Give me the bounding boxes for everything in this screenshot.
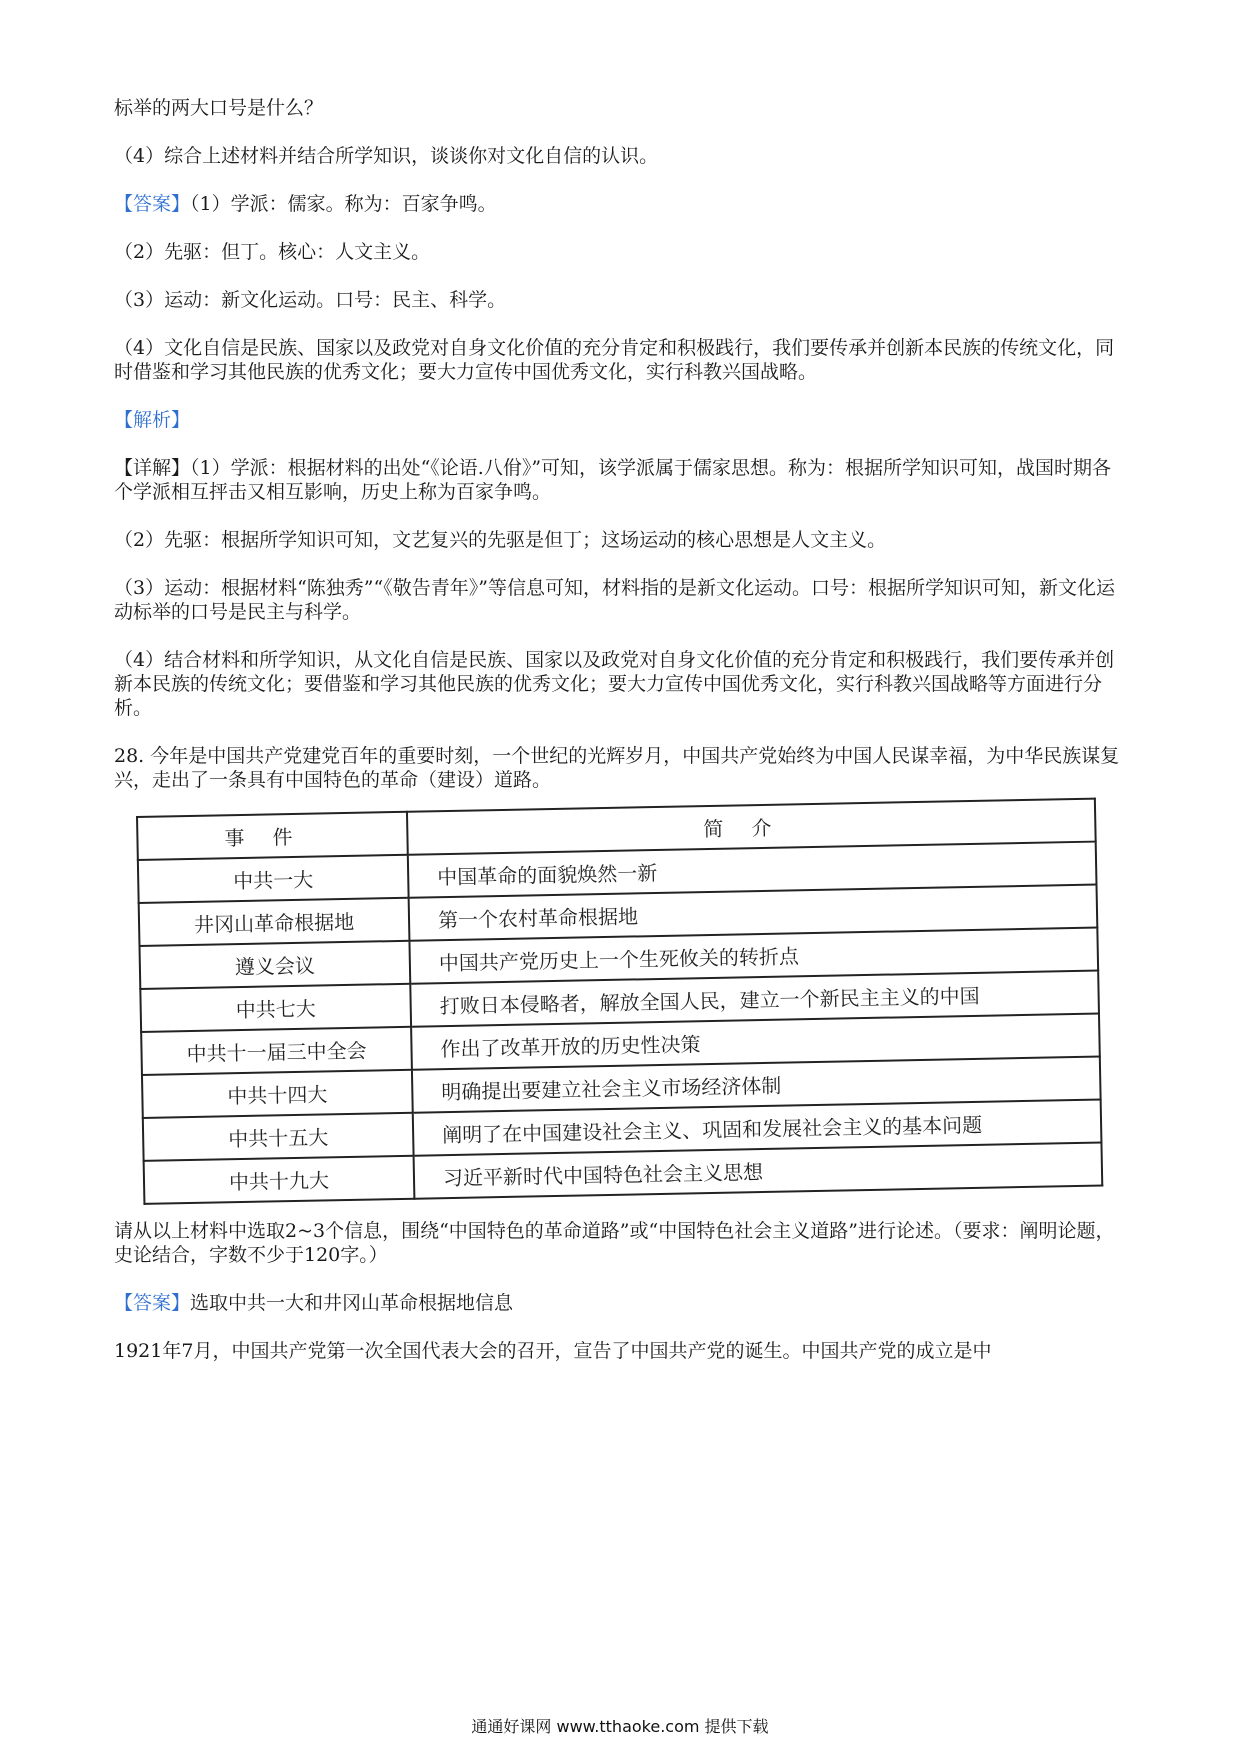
paragraph-text: （4）结合材料和所学知识，从文化自信是民族、国家以及政党对自身文化价值的充分肯定和积极践行，我们要传承并创新本民族的传统文化；要借鉴和学习其他民族的优秀文化；要大力宣传中国优秀文化，实行科教兴国战略等方面进行分析。 bbox=[114, 649, 1115, 719]
description-cell: 作出了改革开放的历史性决策 bbox=[411, 1014, 1100, 1070]
section-tag: 【答案】 bbox=[114, 1292, 191, 1314]
paragraph bbox=[114, 240, 1130, 264]
section-tag: 【解析】 bbox=[114, 409, 191, 431]
event-cell: 井冈山革命根据地 bbox=[139, 898, 410, 946]
paragraph bbox=[114, 1219, 1130, 1267]
paragraph-text: 选取中共一大和井冈山革命根据地信息 bbox=[190, 1292, 514, 1314]
paragraph bbox=[114, 96, 1130, 120]
paragraph bbox=[114, 576, 1130, 624]
description-cell: 中国共产党历史上一个生死攸关的转折点 bbox=[409, 928, 1098, 984]
paragraph-text: （2）先驱：根据所学知识可知，文艺复兴的先驱是但丁；这场运动的核心思想是人文主义。 bbox=[114, 529, 887, 551]
paragraph bbox=[114, 648, 1130, 720]
paragraph bbox=[114, 408, 1130, 432]
event-cell: 中共一大 bbox=[138, 855, 409, 903]
paragraph bbox=[114, 336, 1130, 384]
paragraph-text: （3）运动：根据材料“陈独秀”“《敬告青年》”等信息可知，材料指的是新文化运动。口号：根据所学知识可知，新文化运动标举的口号是民主与科学。 bbox=[114, 577, 1115, 623]
header-description: 简介 bbox=[407, 799, 1096, 855]
document-content bbox=[114, 96, 1130, 1387]
description-cell: 明确提出要建立社会主义市场经济体制 bbox=[412, 1057, 1101, 1113]
paragraph-text: 1921年7月，中国共产党第一次全国代表大会的召开，宣告了中国共产党的诞生。中国共产党的成立是中 bbox=[114, 1340, 992, 1362]
paragraph-text: 28. 今年是中国共产党建党百年的重要时刻，一个世纪的光辉岁月，中国共产党始终为中国人民谋幸福，为中华民族谋复兴，走出了一条具有中国特色的革命（建设）道路。 bbox=[114, 745, 1120, 791]
description-cell: 习近平新时代中国特色社会主义思想 bbox=[414, 1143, 1103, 1199]
paragraphs-bottom bbox=[114, 1219, 1130, 1363]
paragraph bbox=[114, 744, 1130, 792]
paragraph-text: （1）学派：儒家。称为：百家争鸣。 bbox=[190, 193, 497, 215]
paragraph-text: 【详解】（1）学派：根据材料的出处“《论语.八佾》”可知，该学派属于儒家思想。称为：根据所学知识可知，战国时期各个学派相互抨击又相互影响，历史上称为百家争鸣。 bbox=[114, 457, 1112, 503]
description-cell: 打败日本侵略者，解放全国人民，建立一个新民主主义的中国 bbox=[410, 971, 1099, 1027]
section-tag: 【答案】 bbox=[114, 193, 191, 215]
paragraph bbox=[114, 1339, 1130, 1363]
paragraph bbox=[114, 144, 1130, 168]
header-event: 事件 bbox=[137, 812, 408, 860]
event-cell: 中共十四大 bbox=[142, 1070, 413, 1118]
description-cell: 阐明了在中国建设社会主义、巩固和发展社会主义的基本问题 bbox=[413, 1100, 1102, 1156]
paragraph bbox=[114, 456, 1130, 504]
events-table bbox=[136, 798, 1103, 1205]
description-cell: 中国革命的面貌焕然一新 bbox=[408, 842, 1097, 898]
paragraph bbox=[114, 288, 1130, 312]
page-footer: 通通好课网 www.tthaoke.com 提供下载 bbox=[471, 1717, 769, 1736]
event-cell: 遵义会议 bbox=[139, 941, 410, 989]
paragraph-text: （3）运动：新文化运动。口号：民主、科学。 bbox=[114, 289, 507, 311]
paragraph-text: 请从以上材料中选取2~3个信息，围绕“中国特色的革命道路”或“中国特色社会主义道路”进行论述。（要求：阐明论题，史论结合，字数不少于120字。） bbox=[114, 1220, 1115, 1266]
table-body bbox=[138, 842, 1102, 1204]
paragraph-text: （4）综合上述材料并结合所学知识，谈谈你对文化自信的认识。 bbox=[114, 145, 659, 167]
event-cell: 中共十五大 bbox=[143, 1113, 414, 1161]
description-cell: 第一个农村革命根据地 bbox=[409, 885, 1098, 941]
paragraphs-top bbox=[114, 96, 1130, 792]
paragraph-text: （4）文化自信是民族、国家以及政党对自身文化价值的充分肯定和积极践行，我们要传承并创新本民族的传统文化，同时借鉴和学习其他民族的优秀文化；要大力宣传中国优秀文化，实行科教兴国战略。 bbox=[114, 337, 1115, 383]
event-cell: 中共十一届三中全会 bbox=[141, 1027, 412, 1075]
paragraph bbox=[114, 528, 1130, 552]
paragraph bbox=[114, 192, 1130, 216]
event-cell: 中共十九大 bbox=[144, 1156, 415, 1204]
paragraph bbox=[114, 1291, 1130, 1315]
paragraph-text: （2）先驱：但丁。核心：人文主义。 bbox=[114, 241, 431, 263]
event-cell: 中共七大 bbox=[140, 984, 411, 1032]
paragraph-text: 标举的两大口号是什么？ bbox=[114, 97, 324, 119]
events-table-wrapper bbox=[136, 816, 1096, 1205]
